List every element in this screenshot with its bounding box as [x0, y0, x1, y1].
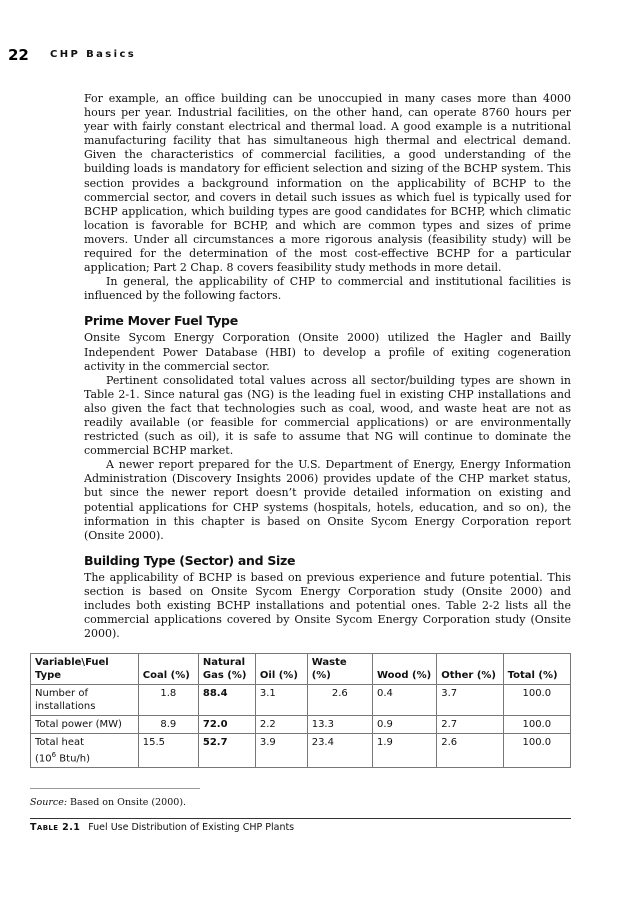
cell-waste: 23.4	[307, 734, 372, 768]
fuel-type-paragraph-3: A newer report prepared for the U.S. Department of Energy, Energy Information Administration (Discovery Insights 2006) provides update of the CHP market status, but since the newer report doesn’t provide detailed information on existing and potential applications for CHP systems (hospitals, hotels, education, and so on), the information in this chapter is based on Onsite Sycom Energy Corporation report (Onsite 2000).	[84, 458, 571, 542]
cell-other: 2.6	[437, 734, 503, 768]
header-total: Total (%)	[503, 654, 570, 685]
cell-total: 100.0	[503, 734, 570, 768]
fuel-type-paragraph-2: Pertinent consolidated total values across all sector/building types are shown in Table 2-1. Since natural gas (NG) is the leading fuel in existing CHP installations and also given the fact that technologies such as coal, wood, and waste heat are not as readily available (or feasible for commercial applications) or are environmentally restricted (such as oil), it is safe to assume that NG will continue to dominate the commercial BCHP market.	[84, 373, 571, 458]
caption-divider	[30, 818, 571, 819]
row-label: Total heat ($10^6$ Btu/h)	[31, 734, 139, 768]
cell-coal: 8.9	[138, 716, 198, 734]
fuel-type-paragraph-1: Onsite Sycom Energy Corporation (Onsite 2000) utilized the Hagler and Bailly Independent Power Database (HBI) to develop a profile of exiting cogeneration activity in the commercial sector.	[84, 331, 571, 373]
cell-coal: 15.5	[138, 734, 198, 768]
table-caption-text: Fuel Use Distribution of Existing CHP Plants	[88, 822, 295, 833]
header-oil: Oil (%)	[255, 654, 307, 685]
intro-paragraph: For example, an office building can be unoccupied in many cases more than 4000 hours per year. Industrial facilities, on the other hand, can operate 8760 hours per year with fairly constant electrical and thermal load. A good example is a nutritional manufacturing facility that has simultaneous high thermal and electrical demand. Given the characteristics of commercial facilities, a good understanding of the building loads is mandatory for efficient selection and sizing of the BCHP system. This section provides a background information on the applicability of BCHP to the commercial sector, and covers in detail such issues as which fuel is typically used for BCHP application, which building types are good candidates for BCHP, which climatic location is favorable for BCHP, and which are common types and sizes of prime movers. Under all circumstances a more rigorous analysis (feasibility study) will be required for the determination of the most cost-effective BCHP for a particular application; Part 2 Chap. 8 covers feasibility study methods in more detail.	[84, 92, 571, 275]
source-divider	[30, 788, 200, 789]
header-variable-fuel-type: Variable\Fuel Type	[31, 654, 139, 685]
building-type-paragraph-1: The applicability of BCHP is based on previous experience and future potential. This section is based on Onsite Sycom Energy Corporation study (Onsite 2000) and includes both existing BCHP installations and potential ones. Table 2-2 lists all the commercial applications covered by Onsite Sycom Energy Corporation study (Onsite 2000).	[84, 570, 571, 641]
table-row	[31, 685, 571, 716]
running-head: CHP Basics	[50, 49, 137, 60]
cell-waste: 13.3	[307, 716, 372, 734]
table-row	[31, 734, 571, 768]
cell-oil: 3.9	[255, 734, 307, 768]
page-number: 22	[8, 46, 29, 64]
table-caption	[30, 822, 294, 833]
cell-oil: 3.1	[255, 685, 307, 716]
header-waste: Waste (%)	[307, 654, 372, 685]
cell-total: 100.0	[503, 716, 570, 734]
row-label: Total power (MW)	[31, 716, 139, 734]
cell-gas: 88.4	[198, 685, 255, 716]
header-wood: Wood (%)	[373, 654, 437, 685]
header-natural-gas: Natural Gas (%)	[198, 654, 255, 685]
cell-gas: 72.0	[198, 716, 255, 734]
fuel-use-table	[30, 653, 571, 768]
main-text	[84, 92, 571, 641]
cell-wood: 1.9	[373, 734, 437, 768]
section-heading-fuel-type: Prime Mover Fuel Type	[84, 313, 238, 329]
cell-total: 100.0	[503, 685, 570, 716]
intro-paragraph-2: In general, the applicability of CHP to commercial and institutional facilities is influenced by the following factors.	[84, 275, 571, 303]
cell-other: 2.7	[437, 716, 503, 734]
cell-gas: 52.7	[198, 734, 255, 768]
section-heading-building-type: Building Type (Sector) and Size	[84, 552, 296, 568]
header-other: Other (%)	[437, 654, 503, 685]
cell-waste: 2.6	[307, 685, 372, 716]
cell-wood: 0.9	[373, 716, 437, 734]
cell-coal: 1.8	[138, 685, 198, 716]
cell-wood: 0.4	[373, 685, 437, 716]
cell-other: 3.7	[437, 685, 503, 716]
row-label: Number of installations	[31, 685, 139, 716]
cell-oil: 2.2	[255, 716, 307, 734]
header-coal: Coal (%)	[138, 654, 198, 685]
table-header-row	[31, 654, 571, 685]
table-caption-label: Table 2.1	[30, 822, 81, 833]
table-row	[31, 716, 571, 734]
table-source: Source: Based on Onsite (2000).	[30, 797, 187, 808]
